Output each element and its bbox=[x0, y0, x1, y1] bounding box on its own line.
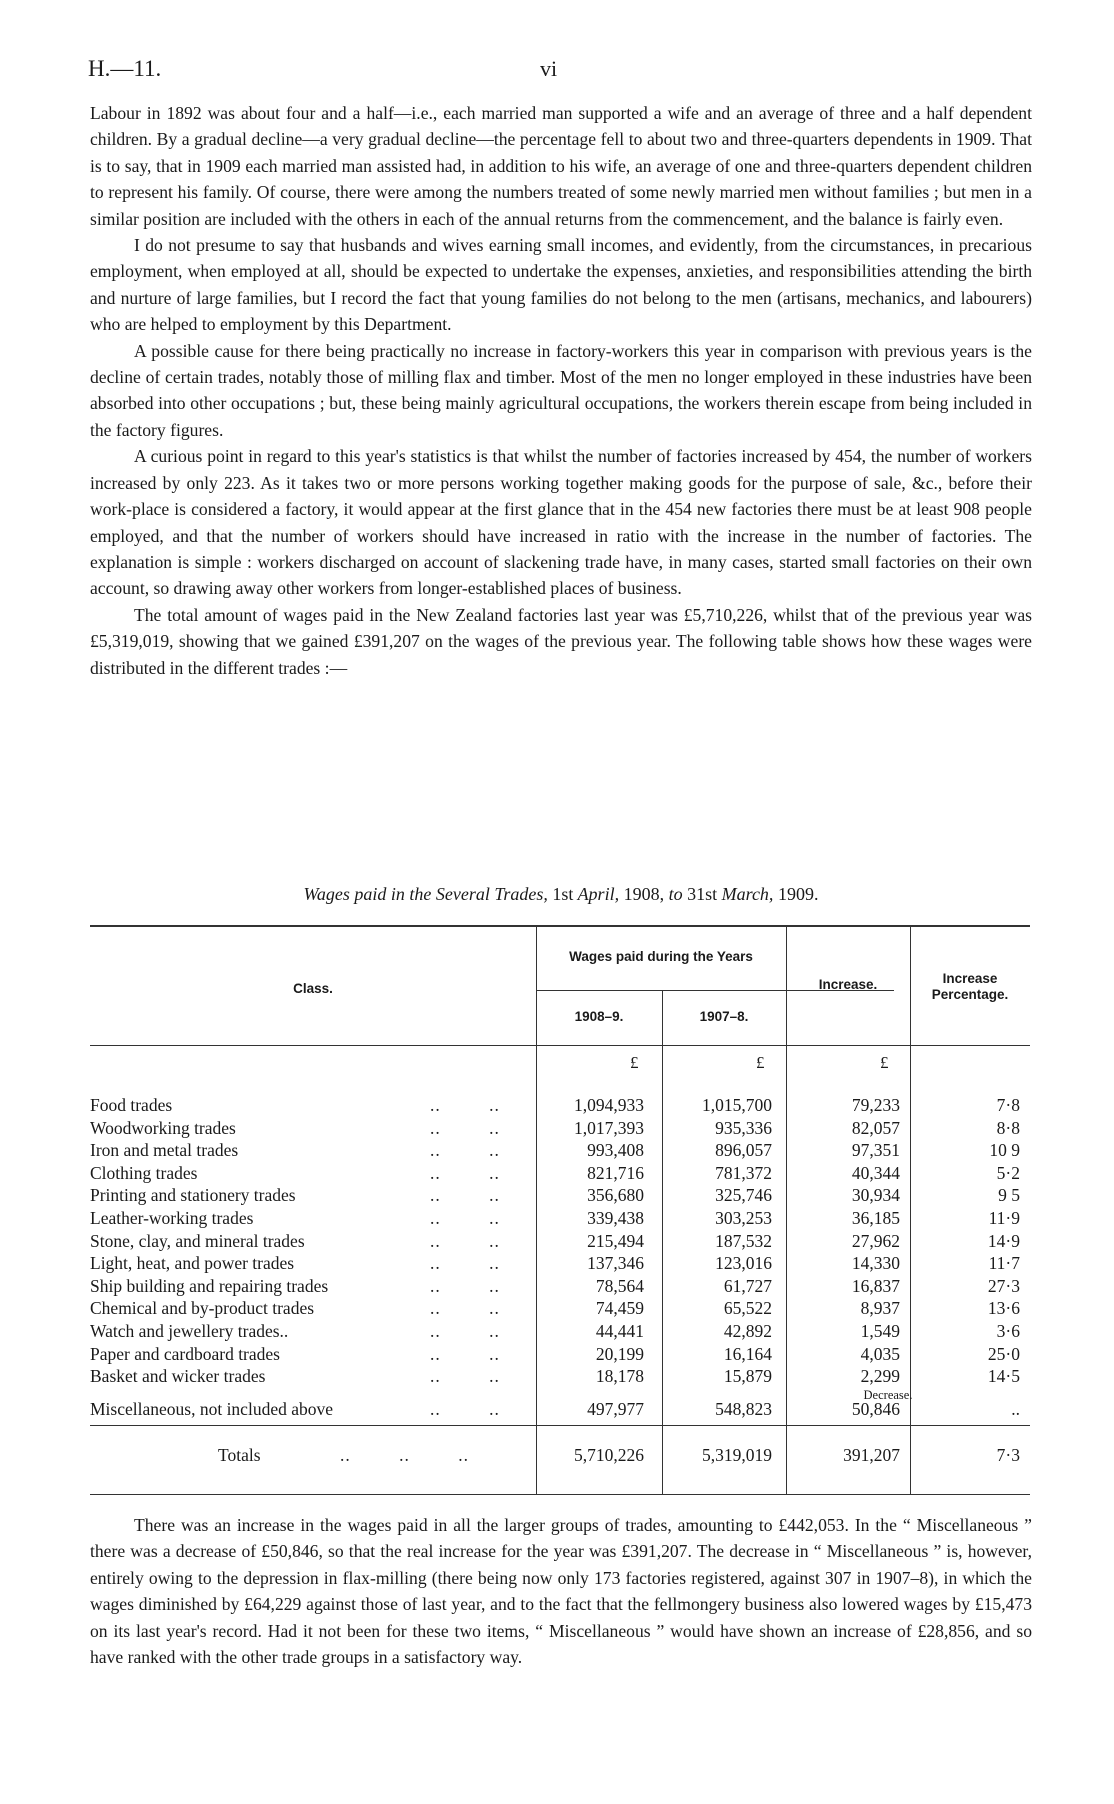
row-class: Clothing trades bbox=[90, 1162, 198, 1183]
row-class: Leather-working trades bbox=[90, 1208, 254, 1228]
row-percentage: 7·8 bbox=[996, 1095, 1020, 1115]
row-class: Stone, clay, and mineral trades bbox=[90, 1230, 305, 1251]
row-class: Watch and jewellery trades.. bbox=[90, 1321, 289, 1341]
row-increase: 82,057 bbox=[851, 1117, 900, 1138]
row-percentage: 14·9 bbox=[987, 1230, 1020, 1251]
row-1907-value: 548,823 bbox=[715, 1399, 772, 1419]
row-1908-value: 137,346 bbox=[587, 1253, 644, 1274]
row-1908-value: 339,438 bbox=[587, 1208, 644, 1228]
table-row: Stone, clay, and mineral trades 215,494 187,532 27,962 14·9 .. .. bbox=[90, 1230, 1020, 1251]
row-class: Light, heat, and power trades bbox=[90, 1253, 295, 1274]
row-1907-value: 123,016 bbox=[715, 1253, 772, 1274]
row-1908-value: 993,408 bbox=[587, 1140, 644, 1161]
row-1907-value: 935,336 bbox=[715, 1117, 772, 1138]
totals-1908: 5,710,226 bbox=[574, 1445, 644, 1465]
table-row: Food trades 1,094,933 1,015,700 79,233 7·8 .. .. bbox=[90, 1095, 1020, 1115]
row-percentage: 8·8 bbox=[996, 1117, 1020, 1138]
table-bottom-rule bbox=[90, 1494, 1030, 1495]
row-1907-value: 15,879 bbox=[723, 1366, 772, 1387]
row-1907-value: 16,164 bbox=[723, 1343, 772, 1364]
header-class: Class. bbox=[293, 981, 333, 996]
row-1908-value: 1,017,393 bbox=[574, 1117, 644, 1138]
row-1908-value: 497,977 bbox=[587, 1399, 644, 1419]
paragraph: A possible cause for there being practically no increase in factory-workers this year in comparison with previous years is the decline of certain trades, notably those of milling flax and timber. Most of the men no longer employed in these industries have been absorbed into other occupations ; but, these being mainly agricultural occupations, the workers therein escape from being included in the factory figures. bbox=[90, 340, 1032, 440]
row-percentage: 13·6 bbox=[987, 1298, 1020, 1319]
row-class: Basket and wicker trades bbox=[90, 1366, 266, 1387]
row-1907-value: 187,532 bbox=[715, 1230, 772, 1251]
row-percentage: .. bbox=[1011, 1399, 1020, 1419]
page-number: vi bbox=[540, 56, 558, 81]
table-row: Chemical and by-product trades 74,459 65,522 8,937 13·6 .. .. bbox=[90, 1298, 1020, 1319]
row-percentage: 14·5 bbox=[987, 1366, 1020, 1387]
row-class: Food trades bbox=[90, 1095, 173, 1115]
row-1908-value: 1,094,933 bbox=[574, 1095, 644, 1115]
row-1907-value: 1,015,700 bbox=[702, 1095, 772, 1115]
currency-symbol: £ bbox=[880, 1053, 889, 1072]
header-increase-percentage-2: Percentage. bbox=[931, 987, 1009, 1002]
table-row: Leather-working trades 339,438 303,253 36,185 11·9 .. .. bbox=[90, 1208, 1020, 1228]
row-increase: 8,937 bbox=[860, 1298, 900, 1319]
row-increase: 1,549 bbox=[860, 1321, 900, 1341]
row-percentage: 3·6 bbox=[996, 1321, 1020, 1341]
table-row: Clothing trades 821,716 781,372 40,344 5·2 .. .. bbox=[90, 1162, 1020, 1183]
currency-symbol: £ bbox=[756, 1053, 765, 1072]
totals-rule bbox=[90, 1425, 1030, 1426]
paragraph: A curious point in regard to this year's statistics is that whilst the number of factories increased by 454, the number of workers increased by only 223. As it takes two or more persons working together making goods for the purpose of sale, &c., before their work-place is considered a factory, it would appear at the first glance that in the 454 new factories there must be at least 908 people employed, and that the number of workers should have increased in ratio with the increase in the number of factories. The explanation is simple : workers discharged on account of slackening trade have, in many cases, started small factories on their own account, so drawing away other workers from longer-established places of business. bbox=[90, 446, 1032, 599]
paragraph: The total amount of wages paid in the New Zealand factories last year was £5,710,226, whilst that of the previous year was £5,319,019, showing that we gained £391,207 on the wages of the previous year. The following table shows how these wages were distributed in the different trades :— bbox=[90, 604, 1032, 678]
row-1908-value: 20,199 bbox=[595, 1343, 644, 1364]
row-class: Iron and metal trades bbox=[90, 1140, 239, 1161]
row-1907-value: 65,522 bbox=[723, 1298, 772, 1319]
row-increase: 97,351 bbox=[851, 1140, 900, 1161]
row-1907-value: 781,372 bbox=[715, 1162, 772, 1183]
table-row: Basket and wicker trades 18,178 15,879 2,299 14·5 .. .. bbox=[90, 1366, 1020, 1387]
row-percentage: 11·9 bbox=[988, 1208, 1020, 1228]
table-row-totals: Totals .. .. .. 5,710,226 5,319,019 391,207 7·3 bbox=[218, 1445, 1020, 1465]
row-class: Paper and cardboard trades bbox=[90, 1343, 280, 1364]
row-percentage: 11·7 bbox=[988, 1253, 1020, 1274]
row-increase: 14,330 bbox=[851, 1253, 900, 1274]
row-increase: 30,934 bbox=[851, 1185, 900, 1206]
header-increase: Increase. bbox=[818, 977, 878, 992]
table-row: Light, heat, and power trades 137,346 123,016 14,330 11·7 .. .. bbox=[90, 1253, 1020, 1274]
currency-symbol: £ bbox=[630, 1053, 639, 1072]
totals-percentage: 7·3 bbox=[996, 1445, 1020, 1465]
row-increase: 36,185 bbox=[851, 1208, 900, 1228]
table-top-rule-double bbox=[90, 926, 1030, 927]
totals-increase: 391,207 bbox=[843, 1445, 900, 1465]
row-class: Ship building and repairing trades bbox=[90, 1275, 329, 1296]
row-1907-value: 61,727 bbox=[723, 1275, 772, 1296]
row-increase: 50,846 bbox=[851, 1399, 900, 1419]
row-1908-value: 356,680 bbox=[587, 1185, 644, 1206]
row-percentage: 25·0 bbox=[987, 1343, 1020, 1364]
totals-label: Totals bbox=[218, 1445, 261, 1465]
header-year-1908: 1908–9. bbox=[574, 1009, 624, 1024]
row-percentage: 5·2 bbox=[996, 1162, 1020, 1183]
table-row: Printing and stationery trades 356,680 325,746 30,934 9 5 .. .. bbox=[90, 1185, 1020, 1206]
paragraph: There was an increase in the wages paid in all the larger groups of trades, amounting to £442,053. In the “ Miscellaneous ” there was a decrease of £50,846, so that the real increase for the year was £391,207. The decrease in “ Miscellaneous ” is, however, entirely owing to the depression in flax-milling (there being now only 173 factories registered, against 307 in 1907–8), in which the wages diminished by £64,229 against those of last year, and to the fact that the fellmongery business also lowered wages by £15,473 on its last year's record. Had it not been for these two items, “ Miscellaneous ” would have shown an increase of £28,856, and so have ranked with the other trade groups in a satisfactory way. bbox=[90, 1515, 1032, 1668]
row-percentage: 10 9 bbox=[989, 1140, 1020, 1161]
row-increase: 79,233 bbox=[851, 1095, 900, 1115]
row-1907-value: 896,057 bbox=[715, 1140, 772, 1161]
row-1907-value: 303,253 bbox=[715, 1208, 772, 1228]
row-1908-value: 215,494 bbox=[587, 1230, 644, 1251]
row-1907-value: 325,746 bbox=[715, 1185, 772, 1206]
table-row: Watch and jewellery trades.. 44,441 42,892 1,549 3·6 .. .. bbox=[90, 1321, 1020, 1341]
header-bottom-rule bbox=[90, 1045, 1030, 1046]
row-class: Printing and stationery trades bbox=[90, 1185, 296, 1206]
row-percentage: 9 5 bbox=[998, 1185, 1020, 1206]
document-reference: H.—11. bbox=[88, 56, 162, 81]
row-class: Woodworking trades bbox=[90, 1117, 236, 1138]
header-year-1907: 1907–8. bbox=[699, 1009, 749, 1024]
decrease-label: Decrease. bbox=[863, 1388, 913, 1402]
header-wages-group: Wages paid during the Years bbox=[569, 949, 753, 964]
row-increase: 27,962 bbox=[851, 1230, 900, 1251]
row-percentage: 27·3 bbox=[987, 1275, 1020, 1296]
wages-table bbox=[90, 925, 1030, 1495]
table-row: Woodworking trades 1,017,393 935,336 82,057 8·8 .. .. bbox=[90, 1117, 1020, 1138]
body-text-bottom bbox=[90, 1512, 1032, 1670]
table-row-miscellaneous: Miscellaneous, not included above .. .. 497,977 548,823 50,846 .. bbox=[90, 1399, 1020, 1419]
row-1908-value: 78,564 bbox=[595, 1275, 644, 1296]
header-increase-percentage-1: Increase bbox=[942, 971, 998, 986]
row-increase: 2,299 bbox=[860, 1366, 900, 1387]
paragraph: Labour in 1892 was about four and a half—i.e., each married man supported a wife and an average of three and a half dependent children. By a gradual decline—a very gradual decline—the percentage fell to about two and three-quarters dependents in 1909. That is to say, that in 1909 each married man assisted had, in addition to his wife, an average of one and three-quarters dependent children to represent his family. Of course, there were among the numbers treated of some newly married men without families ; but men in a similar position are included with the others in each of the annual returns from the commencement, and the balance is fairly even. bbox=[90, 103, 1032, 229]
row-1908-value: 821,716 bbox=[587, 1162, 644, 1183]
table-row: Iron and metal trades 993,408 896,057 97,351 10 9 .. .. bbox=[90, 1140, 1020, 1161]
paragraph: I do not presume to say that husbands and wives earning small incomes, and evidently, from the circumstances, in precarious employment, when employed at all, should be expected to undertake the expenses, anxieties, and responsibilities attending the birth and nurture of large families, but I record the fact that young families do not belong to the men (artisans, mechanics, and labourers) who are helped to employment by this Department. bbox=[90, 235, 1032, 335]
table-row: Ship building and repairing trades 78,564 61,727 16,837 27·3 .. .. bbox=[90, 1275, 1020, 1296]
totals-1907: 5,319,019 bbox=[702, 1445, 772, 1465]
table-row: Paper and cardboard trades 20,199 16,164 4,035 25·0 .. .. bbox=[90, 1343, 1020, 1364]
row-1908-value: 74,459 bbox=[595, 1298, 644, 1319]
table-caption: Wages paid in the Several Trades, 1st April, 1908, to 31st March, 1909. bbox=[303, 884, 819, 904]
row-increase: 4,035 bbox=[860, 1343, 900, 1364]
row-1908-value: 18,178 bbox=[595, 1366, 644, 1387]
body-text-top bbox=[90, 100, 1032, 681]
row-1907-value: 42,892 bbox=[723, 1321, 772, 1341]
row-increase: 16,837 bbox=[851, 1275, 900, 1296]
row-class: Miscellaneous, not included above bbox=[90, 1399, 333, 1419]
row-increase: 40,344 bbox=[851, 1162, 900, 1183]
row-1908-value: 44,441 bbox=[595, 1321, 644, 1341]
row-class: Chemical and by-product trades bbox=[90, 1298, 315, 1319]
